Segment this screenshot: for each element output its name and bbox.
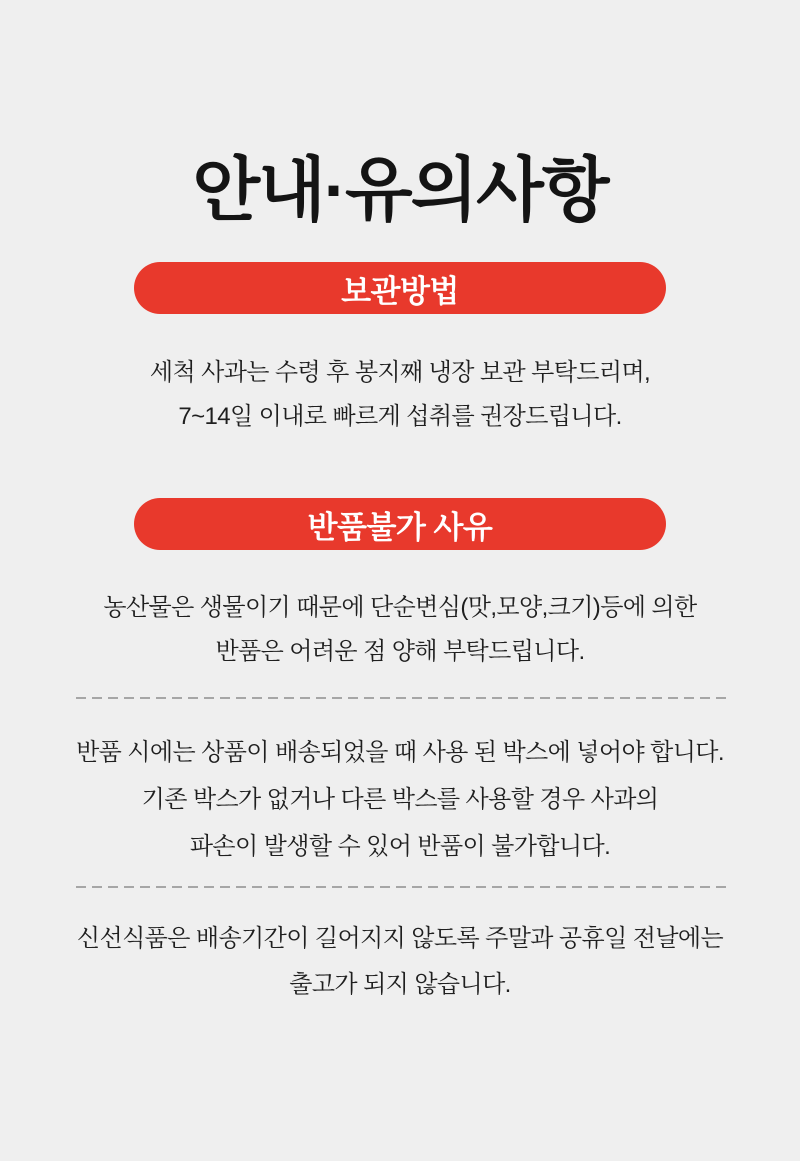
storage-method-badge-label: 보관방법 [341,273,459,309]
shipping-line-2: 출고가 되지 않습니다. [289,971,511,998]
no-return-reason-badge [134,498,666,550]
shipping-line-1: 신선식품은 배송기간이 길어지지 않도록 주말과 공휴일 전날에는 [76,925,724,952]
storage-method-badge [134,262,666,314]
dashed-divider-2 [76,886,726,888]
no-return-reason-badge-label: 반품불가 사유 [307,509,493,545]
reason-line-2: 반품은 어려운 점 양해 부탁드립니다. [215,638,585,665]
box-line-1: 반품 시에는 상품이 배송되었을 때 사용 된 박스에 넣어야 합니다. [76,739,724,766]
no-return-reason-paragraph [0,586,800,674]
storage-line-2: 7~14일 이내로 빠르게 섭취를 권장드립니다. [178,403,622,430]
box-line-3: 파손이 발생할 수 있어 반품이 불가합니다. [189,833,611,860]
page-title: 안내·유의사항 [192,150,608,229]
box-line-2: 기존 박스가 없거나 다른 박스를 사용할 경우 사과의 [141,786,659,813]
storage-method-paragraph [0,351,800,439]
reason-line-1: 농산물은 생물이기 때문에 단순변심(맛,모양,크기)등에 의한 [103,594,697,621]
return-box-paragraph [0,729,800,870]
shipping-schedule-paragraph [0,916,800,1008]
dashed-divider-1 [76,697,726,699]
storage-line-1: 세척 사과는 수령 후 봉지째 냉장 보관 부탁드리며, [149,359,651,386]
